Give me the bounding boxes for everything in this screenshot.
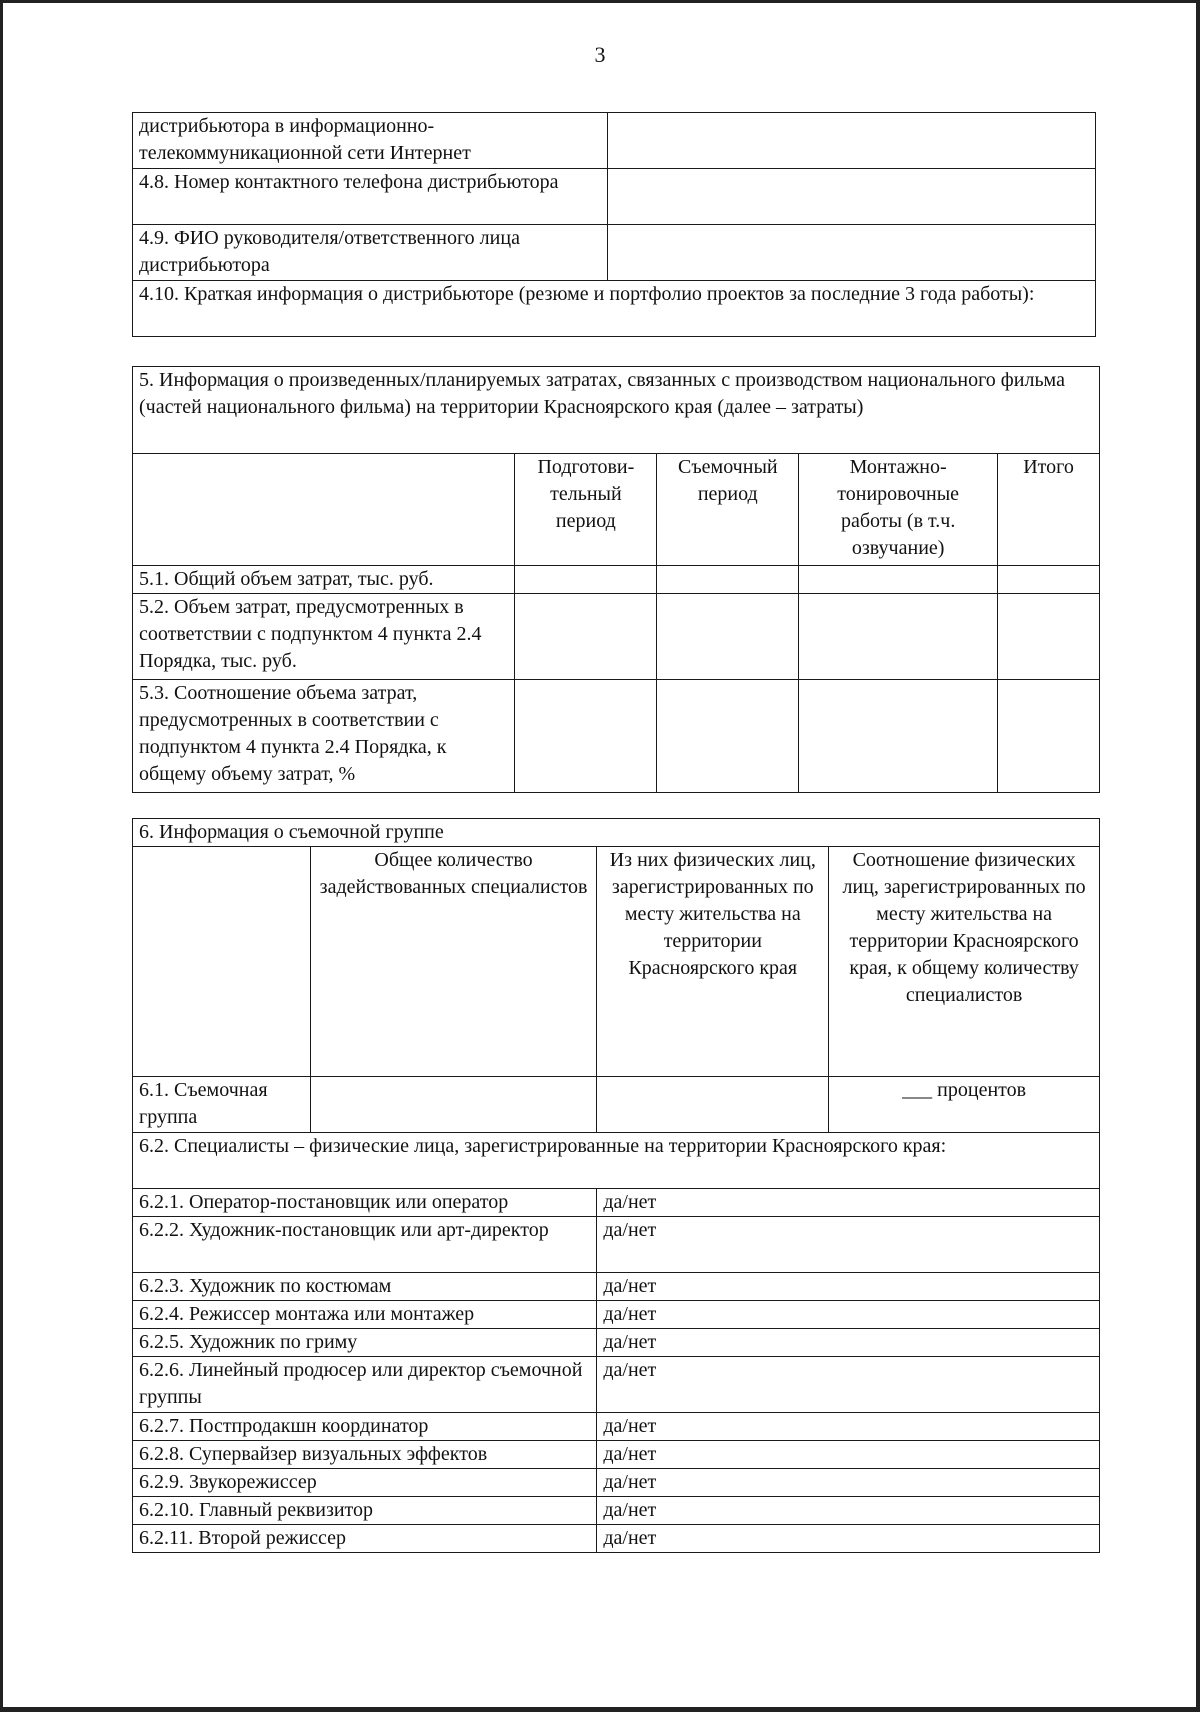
yes-no-cell[interactable]: да/нет <box>597 1413 1100 1441</box>
value-cell[interactable] <box>799 594 998 680</box>
value-cell[interactable] <box>310 1077 597 1133</box>
row-label: 6.2.4. Режиссер монтажа или монтажер <box>133 1301 597 1329</box>
value-cell[interactable] <box>799 680 998 793</box>
value-cell[interactable] <box>998 594 1100 680</box>
scan-edge-right <box>1196 0 1200 1712</box>
value-cell[interactable] <box>597 1077 829 1133</box>
yes-no-cell[interactable]: да/нет <box>597 1357 1100 1413</box>
scan-edge-left <box>0 0 3 1712</box>
row-label: 6.2.6. Линейный продюсер или директор съемочной группы <box>133 1357 597 1413</box>
row-label: 6.2.9. Звукорежиссер <box>133 1469 597 1497</box>
row-value-cell[interactable] <box>607 225 1095 281</box>
row-label: 6.2.5. Художник по гриму <box>133 1329 597 1357</box>
table-row <box>133 281 1096 337</box>
distributor-table <box>132 112 1096 337</box>
table-header-row <box>133 454 1100 566</box>
value-cell[interactable] <box>515 594 657 680</box>
row-label: 4.9. ФИО руководителя/ответственного лица дистрибьютора <box>133 225 608 281</box>
yes-no-cell[interactable]: да/нет <box>597 1525 1100 1553</box>
row-label: 6.1. Съемочная группа <box>133 1077 311 1133</box>
row-label: 6.2.3. Художник по костюмам <box>133 1273 597 1301</box>
header-editing-works: Монтажно-тонировочные работы (в т.ч. озвучание) <box>799 454 998 566</box>
section-title: 5. Информация о произведенных/планируемых затратах, связанных с производством национального фильма (частей национального фильма) на территории Красноярского края (далее – затраты) <box>133 367 1100 454</box>
header-empty <box>133 847 311 1077</box>
row-value-cell[interactable] <box>607 169 1095 225</box>
table-row <box>133 819 1100 847</box>
row-label: 6.2.7. Постпродакшн координатор <box>133 1413 597 1441</box>
value-cell[interactable] <box>657 594 799 680</box>
table-row <box>133 1077 1100 1133</box>
value-cell[interactable] <box>998 566 1100 594</box>
table-row <box>133 680 1100 793</box>
table-row <box>133 1413 1100 1441</box>
table-row <box>133 225 1096 281</box>
row-label: 5.1. Общий объем затрат, тыс. руб. <box>133 566 515 594</box>
yes-no-cell[interactable]: да/нет <box>597 1441 1100 1469</box>
row-label: 5.3. Соотношение объема затрат, предусмотренных в соответствии с подпунктом 4 пункта 2.4 Порядка, к общему объему затрат, % <box>133 680 515 793</box>
yes-no-cell[interactable]: да/нет <box>597 1497 1100 1525</box>
value-cell[interactable] <box>515 566 657 594</box>
yes-no-cell[interactable]: да/нет <box>597 1329 1100 1357</box>
header-ratio: Соотношение физических лиц, зарегистрированных по месту жительства на территории Красноярского края, к общему количеству специалистов <box>829 847 1100 1077</box>
table-row <box>133 566 1100 594</box>
section-title: 6. Информация о съемочной группе <box>133 819 1100 847</box>
table-row <box>133 1357 1100 1413</box>
table-row <box>133 1441 1100 1469</box>
header-empty <box>133 454 515 566</box>
specialists-title: 6.2. Специалисты – физические лица, зарегистрированные на территории Красноярского края: <box>133 1133 1100 1189</box>
table-row <box>133 1301 1100 1329</box>
row-label: 6.2.10. Главный реквизитор <box>133 1497 597 1525</box>
table-row <box>133 113 1096 169</box>
table-row <box>133 594 1100 680</box>
table-row <box>133 367 1100 454</box>
yes-no-cell[interactable]: да/нет <box>597 1217 1100 1273</box>
row-label: 6.2.2. Художник-постановщик или арт-директор <box>133 1217 597 1273</box>
header-total: Итого <box>998 454 1100 566</box>
row-value-cell[interactable] <box>607 113 1095 169</box>
table-row <box>133 1133 1100 1189</box>
yes-no-cell[interactable]: да/нет <box>597 1469 1100 1497</box>
value-cell[interactable] <box>799 566 998 594</box>
header-local-specialists: Из них физических лиц, зарегистрированных по месту жительства на территории Красноярского края <box>597 847 829 1077</box>
value-cell[interactable] <box>657 566 799 594</box>
table-row <box>133 1189 1100 1217</box>
table-row <box>133 1273 1100 1301</box>
row-label: 6.2.11. Второй режиссер <box>133 1525 597 1553</box>
yes-no-cell[interactable]: да/нет <box>597 1273 1100 1301</box>
yes-no-cell[interactable]: да/нет <box>597 1189 1100 1217</box>
table-row <box>133 1525 1100 1553</box>
yes-no-cell[interactable]: да/нет <box>597 1301 1100 1329</box>
distributor-summary[interactable]: 4.10. Краткая информация о дистрибьюторе (резюме и портфолио проектов за последние 3 года работы): <box>133 281 1096 337</box>
row-label: 6.2.8. Супервайзер визуальных эффектов <box>133 1441 597 1469</box>
header-total-specialists: Общее количество задействованных специалистов <box>310 847 597 1077</box>
table-row <box>133 1329 1100 1357</box>
row-label: 6.2.1. Оператор-постановщик или оператор <box>133 1189 597 1217</box>
table-row <box>133 1217 1100 1273</box>
table-row <box>133 1497 1100 1525</box>
value-cell[interactable] <box>515 680 657 793</box>
percent-cell[interactable]: ___ процентов <box>829 1077 1100 1133</box>
crew-table <box>132 818 1100 1553</box>
row-label: 4.8. Номер контактного телефона дистрибьютора <box>133 169 608 225</box>
row-label: 5.2. Объем затрат, предусмотренных в соответствии с подпунктом 4 пункта 2.4 Порядка, тыс. руб. <box>133 594 515 680</box>
row-label: дистрибьютора в информационно-телекоммуникационной сети Интернет <box>133 113 608 169</box>
scan-edge-top <box>0 0 1200 3</box>
table-row <box>133 169 1096 225</box>
header-shooting-period: Съемочный период <box>657 454 799 566</box>
table-header-row <box>133 847 1100 1077</box>
scan-edge-bottom <box>0 1707 1200 1712</box>
costs-table <box>132 366 1100 793</box>
value-cell[interactable] <box>998 680 1100 793</box>
header-prep-period: Подготови-тельный период <box>515 454 657 566</box>
value-cell[interactable] <box>657 680 799 793</box>
page-number: 3 <box>594 42 606 67</box>
table-row <box>133 1469 1100 1497</box>
